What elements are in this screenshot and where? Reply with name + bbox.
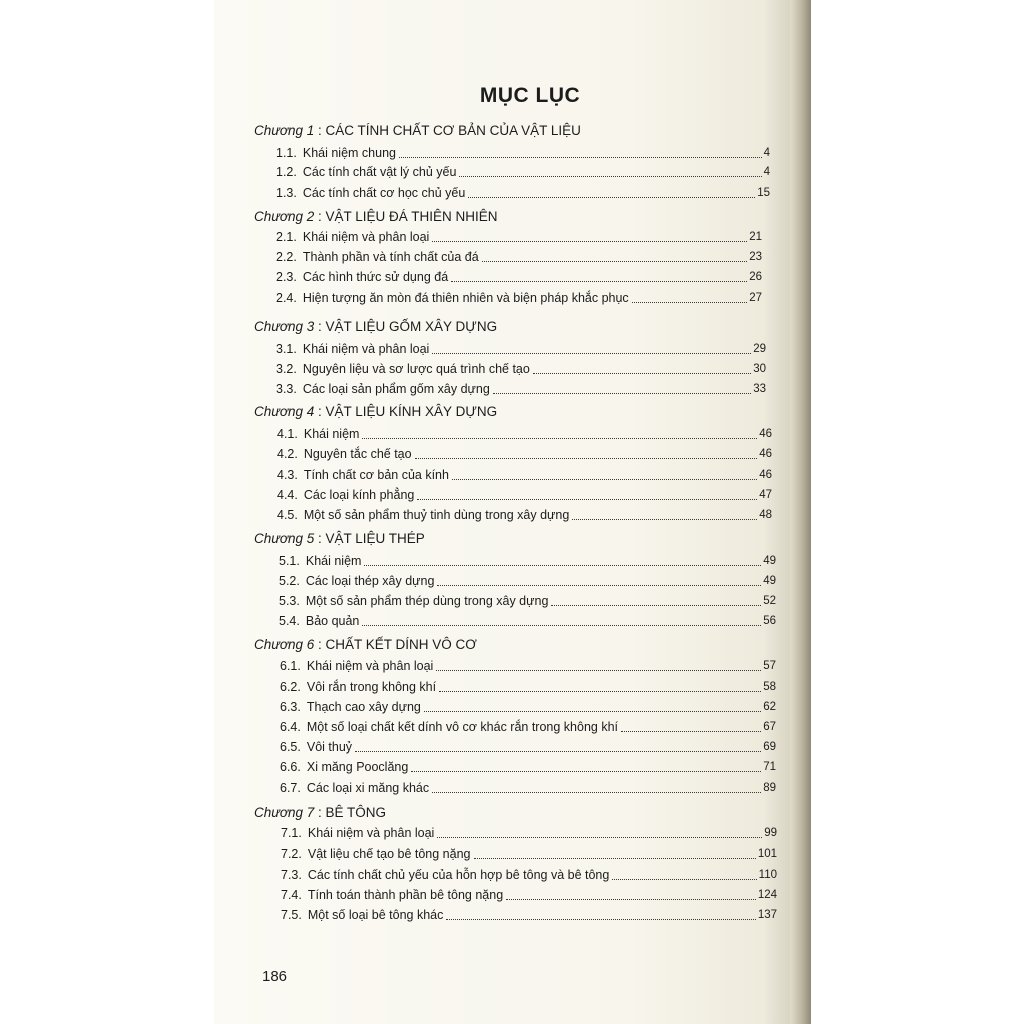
chapter-title: VẬT LIỆU ĐÁ THIÊN NHIÊN — [325, 209, 498, 224]
entry-page: 48 — [759, 509, 772, 521]
entry-title: Tính toán thành phần bê tông nặng — [307, 888, 504, 902]
dot-leader — [417, 499, 757, 500]
entry-number: 2.4. — [276, 291, 297, 305]
toc-entry[interactable] — [276, 248, 762, 266]
entry-number: 4.2. — [277, 447, 298, 461]
toc-entry[interactable] — [277, 486, 772, 504]
entry-page: 46 — [759, 448, 772, 460]
page-title: MỤC LỤC — [479, 84, 581, 107]
dot-leader — [436, 670, 761, 671]
toc-entry[interactable] — [277, 445, 772, 463]
entry-number: 3.2. — [276, 362, 297, 376]
chapter-prefix: Chương 2 — [254, 209, 315, 224]
dot-leader — [411, 771, 761, 772]
toc-entry[interactable] — [279, 592, 776, 610]
toc-entry[interactable] — [276, 268, 762, 286]
entry-number: 6.5. — [280, 740, 301, 754]
toc-entry[interactable] — [280, 698, 776, 716]
entry-number: 6.3. — [280, 700, 301, 714]
entry-number: 4.5. — [277, 508, 298, 522]
dot-leader — [399, 157, 762, 158]
entry-number: 6.4. — [280, 720, 301, 734]
entry-title: Khái niệm chung — [302, 146, 396, 160]
toc-entry[interactable] — [276, 228, 762, 246]
entry-page: 33 — [753, 383, 766, 395]
chapter-heading: Chương 4 : VẬT LIỆU KÍNH XÂY DỰNG — [254, 404, 498, 419]
entry-title: Các loại sản phẩm gốm xây dựng — [302, 382, 490, 396]
entry-title: Hiện tượng ăn mòn đá thiên nhiên và biện pháp khắc phục — [302, 291, 629, 305]
dot-leader — [439, 691, 761, 692]
entry-number: 2.2. — [276, 250, 297, 264]
dot-leader — [437, 837, 762, 838]
dot-leader — [621, 731, 761, 732]
dot-leader — [533, 373, 751, 374]
entry-number: 3.3. — [276, 382, 297, 396]
toc-entry[interactable] — [276, 289, 762, 307]
toc-entry[interactable] — [280, 657, 776, 675]
entry-page: 4 — [763, 147, 770, 159]
toc-entry[interactable] — [276, 184, 770, 202]
entry-number: 4.1. — [277, 427, 298, 441]
toc-entry[interactable] — [280, 678, 776, 696]
chapter-prefix: Chương 7 — [254, 805, 315, 820]
toc-entry[interactable] — [277, 506, 772, 524]
entry-title: Khái niệm và phân loại — [306, 659, 434, 673]
chapter-prefix: Chương 1 — [254, 123, 315, 138]
entry-title: Thạch cao xây dựng — [306, 700, 421, 714]
toc-entry[interactable] — [281, 824, 777, 842]
toc-entry[interactable] — [276, 380, 766, 398]
dot-leader — [362, 625, 761, 626]
toc-entry[interactable] — [279, 552, 776, 570]
dot-leader — [432, 241, 747, 242]
entry-page: 26 — [749, 271, 762, 283]
entry-page: 101 — [757, 848, 777, 860]
entry-page: 99 — [764, 827, 777, 839]
entry-page: 67 — [763, 721, 776, 733]
entry-number: 4.4. — [277, 488, 298, 502]
entry-page: 89 — [763, 782, 776, 794]
dot-leader — [632, 302, 748, 303]
entry-number: 7.1. — [281, 826, 302, 840]
dot-leader — [362, 438, 757, 439]
entry-page: 49 — [763, 555, 776, 567]
entry-number: 5.2. — [279, 574, 300, 588]
entry-page: 110 — [758, 869, 777, 881]
entry-page: 71 — [763, 761, 776, 773]
entry-number: 7.3. — [281, 868, 302, 882]
entry-title: Các tính chất chủ yếu của hỗn hợp bê tông và bê tông — [307, 868, 610, 882]
entry-page: 58 — [763, 681, 776, 693]
entry-page: 57 — [763, 660, 776, 672]
entry-title: Tính chất cơ bản của kính — [303, 468, 449, 482]
entry-page: 29 — [753, 343, 766, 355]
toc-entry[interactable] — [279, 572, 776, 590]
entry-number: 5.4. — [279, 614, 300, 628]
toc-entry[interactable] — [280, 738, 776, 756]
entry-page: 46 — [759, 428, 772, 440]
entry-title: Một số sản phẩm thuỷ tinh dùng trong xây dựng — [303, 508, 570, 522]
entry-number: 7.4. — [281, 888, 302, 902]
chapter-heading: Chương 7 : BÊ TÔNG — [254, 805, 387, 820]
entry-title: Các loại thép xây dựng — [305, 574, 435, 588]
entry-page: 15 — [757, 187, 770, 199]
chapter-heading: Chương 5 : VẬT LIỆU THÉP — [254, 531, 425, 546]
toc-entry[interactable] — [281, 906, 777, 924]
entry-title: Vôi rắn trong không khí — [306, 680, 437, 694]
toc-entry[interactable] — [277, 425, 772, 443]
dot-leader — [482, 261, 748, 262]
dot-leader — [493, 393, 751, 394]
dot-leader — [612, 879, 756, 880]
chapter-heading: Chương 3 : VẬT LIỆU GỐM XÂY DỰNG — [254, 319, 498, 334]
entry-title: Khái niệm và phân loại — [307, 826, 435, 840]
chapter-title: VẬT LIỆU THÉP — [325, 531, 425, 546]
entry-title: Nguyên tắc chế tạo — [303, 447, 412, 461]
entry-number: 3.1. — [276, 342, 297, 356]
entry-page: 69 — [763, 741, 776, 753]
entry-title: Một số loại chất kết dính vô cơ khác rắn trong không khí — [306, 720, 619, 734]
toc-entry[interactable] — [281, 866, 777, 884]
chapter-heading: Chương 1 : CÁC TÍNH CHẤT CƠ BẢN CỦA VẬT LIỆU — [254, 123, 581, 138]
entry-number: 6.1. — [280, 659, 301, 673]
entry-title: Vôi thuỷ — [306, 740, 353, 754]
chapter-prefix: Chương 6 — [254, 637, 315, 652]
entry-page: 47 — [759, 489, 772, 501]
entry-page: 21 — [749, 231, 762, 243]
dot-leader — [506, 899, 756, 900]
entry-page: 27 — [749, 292, 762, 304]
toc-entry[interactable] — [280, 718, 776, 736]
toc-entry[interactable] — [276, 340, 766, 358]
entry-title: Khái niệm — [305, 554, 362, 568]
chapter-title: VẬT LIỆU GỐM XÂY DỰNG — [325, 319, 498, 334]
entry-title: Các loại xi măng khác — [306, 781, 430, 795]
entry-number: 7.5. — [281, 908, 302, 922]
entry-page: 62 — [763, 701, 776, 713]
dot-leader — [459, 176, 761, 177]
entry-title: Nguyên liệu và sơ lược quá trình chế tạo — [302, 362, 530, 376]
entry-title: Thành phần và tính chất của đá — [302, 250, 479, 264]
dot-leader — [468, 197, 755, 198]
toc-entry[interactable] — [277, 466, 772, 484]
dot-leader — [437, 585, 761, 586]
dot-leader — [432, 792, 761, 793]
page-number: 186 — [262, 968, 288, 985]
toc-entry[interactable] — [276, 360, 766, 378]
toc-entry[interactable] — [280, 758, 776, 776]
entry-title: Khái niệm và phân loại — [302, 230, 430, 244]
entry-page: 137 — [757, 909, 777, 921]
dot-leader — [364, 565, 761, 566]
entry-number: 4.3. — [277, 468, 298, 482]
entry-number: 5.3. — [279, 594, 300, 608]
dot-leader — [415, 458, 758, 459]
dot-leader — [451, 281, 747, 282]
entry-title: Vật liệu chế tạo bê tông nặng — [307, 847, 471, 861]
entry-number: 6.6. — [280, 760, 301, 774]
entry-page: 30 — [753, 363, 766, 375]
entry-page: 46 — [759, 469, 772, 481]
entry-title: Khái niệm — [303, 427, 360, 441]
chapter-title: BÊ TÔNG — [325, 805, 387, 820]
entry-page: 52 — [763, 595, 776, 607]
dot-leader — [446, 919, 755, 920]
entry-number: 6.2. — [280, 680, 301, 694]
chapter-title: VẬT LIỆU KÍNH XÂY DỰNG — [325, 404, 498, 419]
dot-leader — [355, 751, 761, 752]
entry-page: 23 — [749, 251, 762, 263]
dot-leader — [474, 858, 756, 859]
dot-leader — [424, 711, 761, 712]
toc-entry[interactable] — [276, 144, 770, 162]
entry-number: 6.7. — [280, 781, 301, 795]
entry-title: Các tính chất vật lý chủ yếu — [302, 165, 457, 179]
entry-title: Các tính chất cơ học chủ yếu — [302, 186, 466, 200]
entry-number: 7.2. — [281, 847, 302, 861]
entry-title: Bảo quản — [305, 614, 360, 628]
entry-number: 2.1. — [276, 230, 297, 244]
entry-number: 1.3. — [276, 186, 297, 200]
chapter-title: CHẤT KẾT DÍNH VÔ CƠ — [325, 637, 477, 652]
toc-entry[interactable] — [276, 163, 770, 181]
entry-page: 49 — [763, 575, 776, 587]
entry-title: Các hình thức sử dụng đá — [302, 270, 449, 284]
entry-number: 1.2. — [276, 165, 297, 179]
toc-entry[interactable] — [279, 612, 776, 630]
toc-entry[interactable] — [281, 886, 777, 904]
entry-page: 4 — [763, 166, 770, 178]
entry-page: 56 — [763, 615, 776, 627]
dot-leader — [551, 605, 761, 606]
chapter-prefix: Chương 5 — [254, 531, 315, 546]
dot-leader — [572, 519, 757, 520]
entry-number: 1.1. — [276, 146, 297, 160]
entry-page: 124 — [757, 889, 777, 901]
entry-title: Một số sản phẩm thép dùng trong xây dựng — [305, 594, 549, 608]
toc-entry[interactable] — [280, 779, 776, 797]
chapter-heading: Chương 6 : CHẤT KẾT DÍNH VÔ CƠ — [254, 637, 477, 652]
chapter-heading: Chương 2 : VẬT LIỆU ĐÁ THIÊN NHIÊN — [254, 209, 498, 224]
entry-title: Các loại kính phẳng — [303, 488, 415, 502]
toc-entry[interactable] — [281, 845, 777, 863]
chapter-prefix: Chương 3 — [254, 319, 315, 334]
entry-number: 2.3. — [276, 270, 297, 284]
chapter-prefix: Chương 4 — [254, 404, 315, 419]
entry-number: 5.1. — [279, 554, 300, 568]
dot-leader — [432, 353, 751, 354]
chapter-title: CÁC TÍNH CHẤT CƠ BẢN CỦA VẬT LIỆU — [325, 123, 581, 138]
entry-title: Một số loại bê tông khác — [307, 908, 444, 922]
dot-leader — [452, 479, 757, 480]
entry-title: Khái niệm và phân loại — [302, 342, 430, 356]
entry-title: Xi măng Pooclăng — [306, 760, 409, 774]
